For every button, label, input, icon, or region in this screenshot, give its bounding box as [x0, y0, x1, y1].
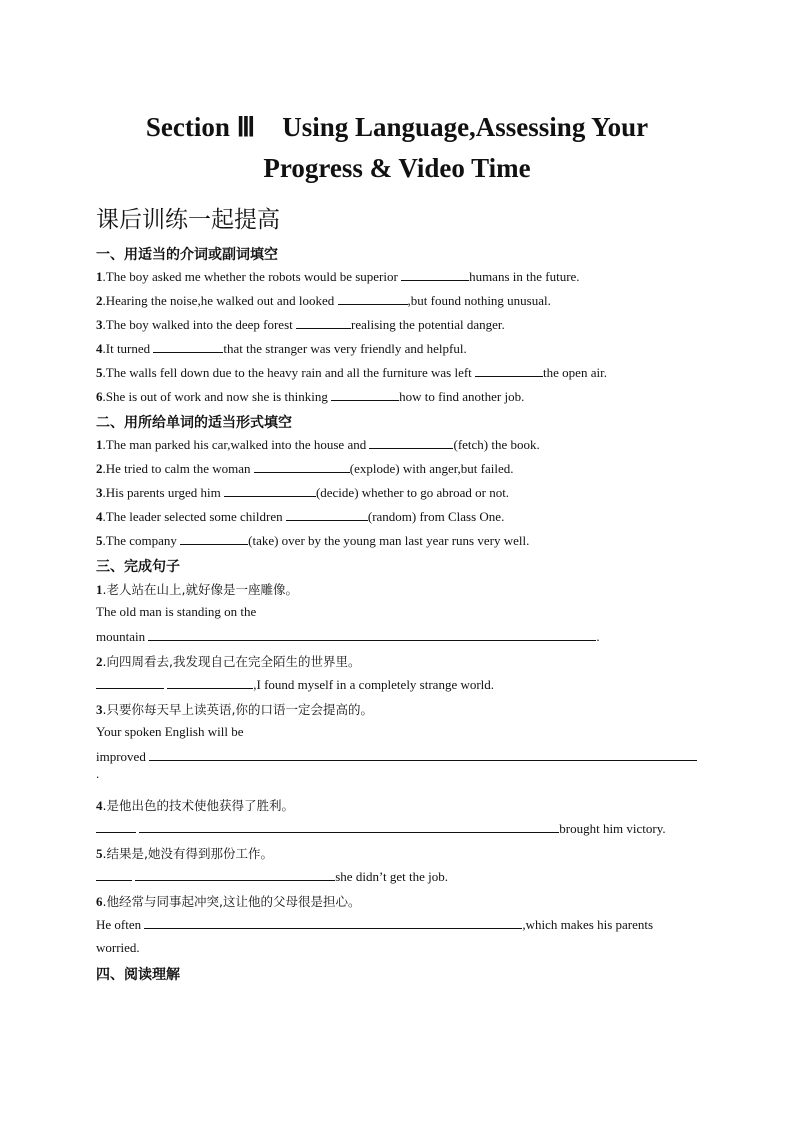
answer-blank[interactable]	[135, 868, 335, 881]
exercise-3-5-chinese	[96, 844, 273, 862]
question-number: 1	[96, 437, 103, 452]
page-title-line1: Section Ⅲ Using Language,Assessing Your	[145, 112, 649, 142]
question-text: .He tried to calm the woman	[102, 461, 254, 476]
question-number: 2	[96, 654, 103, 669]
question-number: 5	[96, 365, 103, 380]
question-number: 2	[96, 461, 103, 476]
question-text: .结果是,她没有得到那份工作。	[102, 846, 273, 861]
exercise-3-4-chinese	[96, 796, 294, 814]
exercise-1-1	[96, 268, 580, 285]
question-text: humans in the future.	[469, 269, 580, 284]
question-text: ,which makes his parents	[522, 917, 654, 932]
section-heading-4: 四、阅读理解	[96, 967, 180, 983]
question-text: .His parents urged him	[102, 485, 224, 500]
answer-blank[interactable]	[331, 388, 399, 401]
question-text: improved	[96, 749, 150, 764]
question-text: .It turned	[102, 341, 154, 356]
exercise-3-1-chinese	[96, 580, 298, 598]
question-number: 4	[96, 798, 103, 813]
answer-blank[interactable]	[180, 532, 248, 545]
question-text: .The man parked his car,walked into the house and	[102, 437, 370, 452]
answer-blank[interactable]	[149, 748, 697, 761]
exercise-2-2	[96, 460, 514, 477]
exercise-1-5	[96, 364, 607, 381]
exercise-2-1	[96, 436, 540, 453]
question-text: .The boy asked me whether the robots would be superior	[102, 269, 402, 284]
exercise-3-6-chinese	[96, 892, 360, 910]
question-text: .只要你每天早上读英语,你的口语一定会提高的。	[102, 702, 373, 717]
question-number: 5	[96, 846, 103, 861]
question-text: mountain	[96, 629, 149, 644]
question-text: .Hearing the noise,he walked out and looked	[102, 293, 338, 308]
exercise-3-3-answer	[96, 748, 697, 765]
question-text: .向四周看去,我发现自己在完全陌生的世界里。	[102, 654, 361, 669]
answer-blank[interactable]	[286, 508, 368, 521]
question-text: ,but found nothing unusual.	[407, 293, 551, 308]
question-number: 5	[96, 533, 103, 548]
question-text: realising the potential danger.	[351, 317, 505, 332]
exercise-3-6-end: worried.	[96, 940, 140, 955]
exercise-2-5	[96, 532, 529, 549]
answer-blank[interactable]	[148, 628, 596, 641]
question-text: .	[596, 629, 600, 644]
answer-blank[interactable]	[254, 460, 350, 473]
section-heading-2: 二、用所给单词的适当形式填空	[96, 415, 292, 431]
exercise-3-5-answer	[96, 868, 448, 885]
answer-blank[interactable]	[369, 436, 453, 449]
question-text: (take) over by the young man last year runs very well.	[248, 533, 530, 548]
exercise-2-3	[96, 484, 509, 501]
question-text: she didn’t get the job.	[335, 869, 449, 884]
question-text: (random) from Class One.	[367, 509, 505, 524]
question-text: .他经常与同事起冲突,这让他的父母很是担心。	[102, 894, 361, 909]
section-heading-1: 一、用适当的介词或副词填空	[96, 247, 278, 263]
question-text: (fetch) the book.	[453, 437, 540, 452]
question-number: 3	[96, 702, 103, 717]
question-number: 6	[96, 389, 103, 404]
exercise-3-4-answer	[96, 820, 666, 837]
question-number: 2	[96, 293, 103, 308]
question-text: brought him victory.	[559, 821, 666, 836]
answer-blank[interactable]	[139, 820, 559, 833]
answer-blank[interactable]	[224, 484, 316, 497]
answer-blank[interactable]	[144, 916, 522, 929]
page-title-line2: Progress & Video Time	[263, 153, 531, 183]
question-text: .是他出色的技术使他获得了胜利。	[102, 798, 294, 813]
answer-blank[interactable]	[153, 340, 223, 353]
exercise-3-1-english: The old man is standing on the	[96, 604, 257, 619]
exercise-1-6	[96, 388, 524, 405]
exercise-1-4	[96, 340, 467, 357]
question-text: (decide) whether to go abroad or not.	[315, 485, 510, 500]
question-text: .The leader selected some children	[102, 509, 286, 524]
exercise-1-3	[96, 316, 505, 333]
question-number: 4	[96, 341, 103, 356]
question-number: 3	[96, 317, 103, 332]
question-text: .老人站在山上,就好像是一座雕像。	[102, 582, 298, 597]
question-text: (explode) with anger,but failed.	[349, 461, 514, 476]
answer-blank[interactable]	[167, 676, 253, 689]
exercise-3-3-chinese	[96, 700, 373, 718]
exercise-3-2-answer	[96, 676, 494, 693]
question-number: 4	[96, 509, 103, 524]
subheading: 课后训练一起提高	[96, 207, 280, 233]
answer-blank[interactable]	[338, 292, 408, 305]
question-text: that the stranger was very friendly and helpful.	[223, 341, 467, 356]
question-text: .She is out of work and now she is thinking	[102, 389, 332, 404]
question-number: 6	[96, 894, 103, 909]
answer-blank[interactable]	[401, 268, 469, 281]
answer-blank[interactable]	[96, 676, 164, 689]
answer-blank[interactable]	[475, 364, 543, 377]
exercise-3-3-english: Your spoken English will be	[96, 724, 244, 739]
exercise-3-2-chinese	[96, 652, 360, 670]
exercise-1-2	[96, 292, 551, 309]
question-number: 1	[96, 582, 103, 597]
question-text: .The company	[102, 533, 181, 548]
question-text: ,I found myself in a completely strange world.	[253, 677, 495, 692]
exercise-3-1-answer	[96, 628, 600, 645]
question-text: how to find another job.	[399, 389, 525, 404]
exercise-3-6-answer	[96, 916, 653, 933]
question-text: He often	[96, 917, 145, 932]
exercise-2-4	[96, 508, 504, 525]
exercise-3-3-end: .	[96, 766, 100, 781]
question-text: .The boy walked into the deep forest	[102, 317, 296, 332]
question-text: the open air.	[543, 365, 607, 380]
answer-blank[interactable]	[296, 316, 351, 329]
section-heading-3: 三、完成句子	[96, 559, 180, 575]
answer-blank[interactable]	[96, 820, 136, 833]
question-number: 3	[96, 485, 103, 500]
question-text: .The walls fell down due to the heavy rain and all the furniture was left	[102, 365, 476, 380]
question-number: 1	[96, 269, 103, 284]
answer-blank[interactable]	[96, 868, 132, 881]
